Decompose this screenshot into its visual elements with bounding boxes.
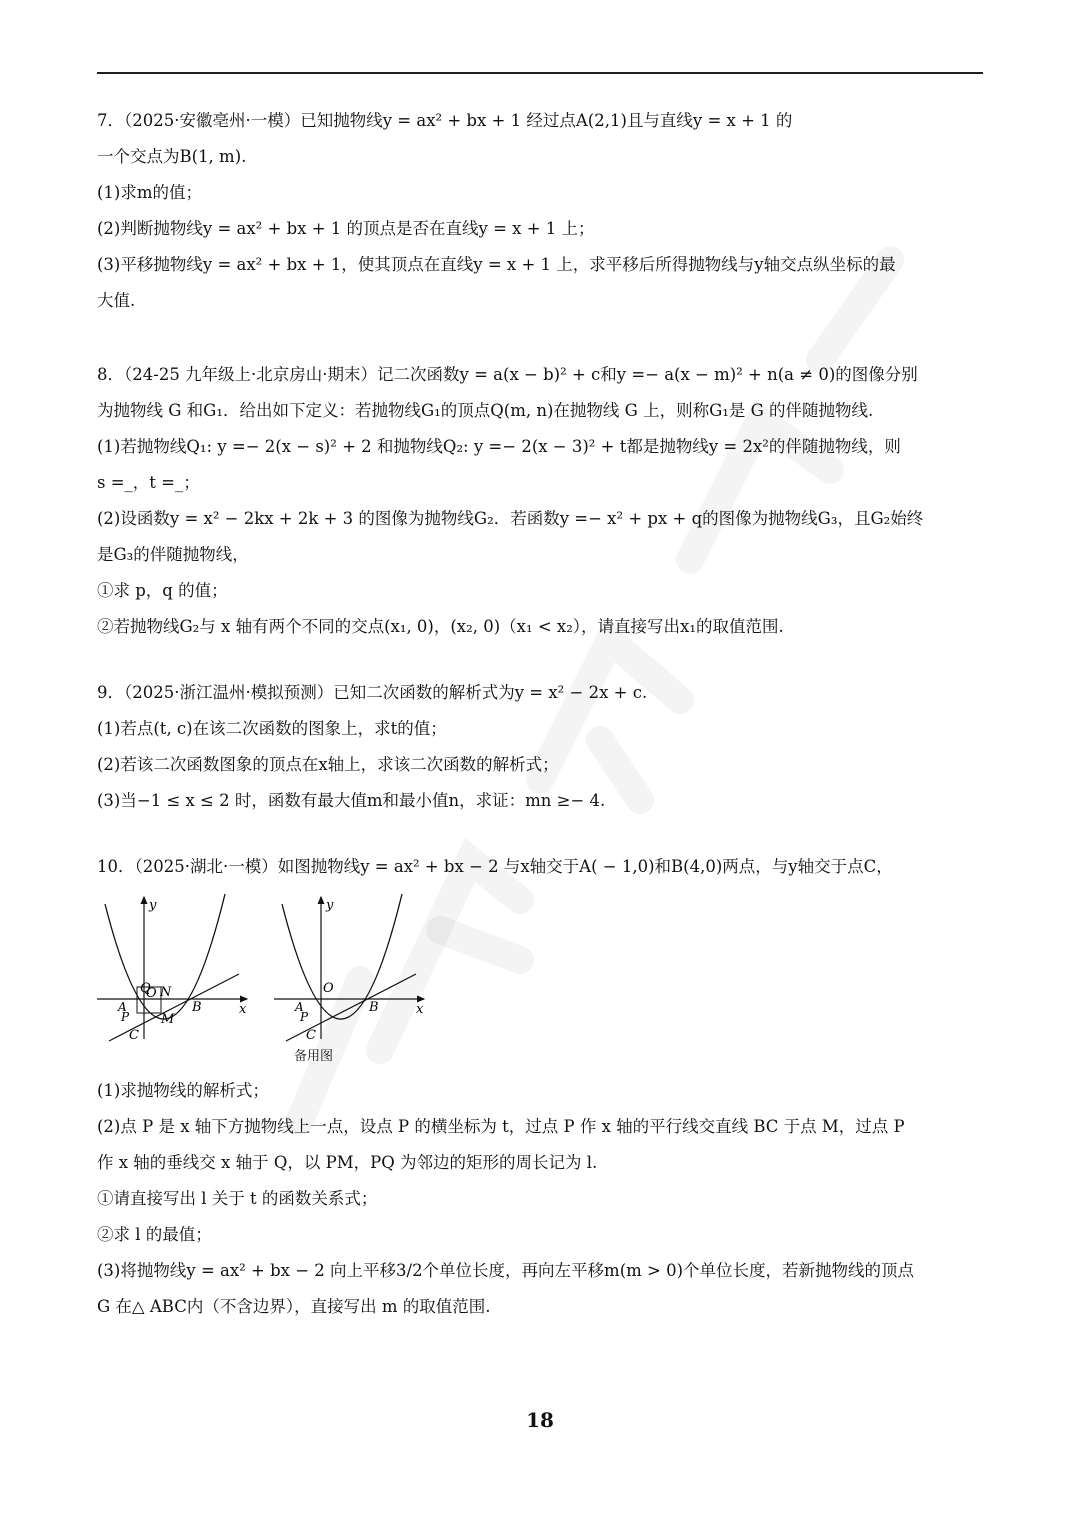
label-m: M [161,1012,175,1027]
label-a: A [295,1000,304,1014]
label-n: N [160,985,172,1000]
problem-line: (3)平移抛物线y = ax² + bx + 1，使其顶点在直线y = x + 1 上，求平移后所得抛物线与y轴交点纵坐标的最 [97,255,896,274]
problem-line: (3)将抛物线y = ax² + bx − 2 向上平移3/2个单位长度，再向左平移m(m > 0)个单位长度，若新抛物线的顶点 [97,1261,915,1280]
label-p: P [300,1010,309,1024]
label-y: y [326,898,334,913]
problem-line: (1)若抛物线Q₁: y =− 2(x − s)² + 2 和抛物线Q₂: y =− 2(x − 3)² + t都是抛物线y = 2x²的伴随抛物线，则 [97,437,901,456]
problem-line: 一个交点为B(1, m). [97,147,247,166]
problem-line: (2)点 P 是 x 轴下方抛物线上一点，设点 P 的横坐标为 t，过点 P 作 x 轴的平行线交直线 BC 于点 M，过点 P [97,1117,905,1136]
problem-line: ②若抛物线G₂与 x 轴有两个不同的交点(x₁, 0)，(x₂, 0)（x₁ < x₂），请直接写出x₁的取值范围. [97,617,784,636]
label-x: x [239,1002,247,1017]
label-b: B [192,1000,202,1015]
page-content [97,103,987,1325]
problem-line: 作 x 轴的垂线交 x 轴于 Q，以 PM，PQ 为邻边的矩形的周长记为 l. [97,1153,598,1172]
problem-line: (1)求抛物线的解析式； [97,1081,269,1100]
label-o: O [146,986,157,1001]
problem-7 [97,103,987,319]
page-number: 18 [526,1408,554,1432]
label-c: C [129,1028,139,1043]
problem-line: 9．（2025·浙江温州·模拟预测）已知二次函数的解析式为y = x² − 2x + c. [97,683,648,702]
problem-line: G 在△ ABC内（不含边界），直接写出 m 的取值范围. [97,1297,491,1316]
problem-line: 8．（24-25 九年级上·北京房山·期末）记二次函数y = a(x − b)² + c和y =− a(x − m)² + n(a ≠ 0)的图像分别 [97,365,918,384]
label-x: x [416,1002,424,1017]
problem-line: (3)当−1 ≤ x ≤ 2 时，函数有最大值m和最小值n，求证：mn ≥− 4. [97,791,606,810]
problem-line: ①求 p，q 的值； [97,581,228,600]
problem-line: 为抛物线 G 和G₁．给出如下定义：若抛物线G₁的顶点Q(m, n)在抛物线 G 上，则称G₁是 G 的伴随抛物线. [97,401,874,420]
problem-line: 大值. [97,291,136,310]
header-rule [97,72,983,74]
problem-line: (1)若点(t, c)在该二次函数的图象上，求t的值； [97,719,447,738]
label-o: O [323,981,334,996]
label-y: y [149,898,157,913]
problem-line: ①请直接写出 l 关于 t 的函数关系式； [97,1189,378,1208]
problem-line: 是G₃的伴随抛物线， [97,545,249,564]
parabola-figure-main [97,889,252,1067]
problem-line: s =_，t =_； [97,473,200,492]
problem-line: 7．（2025·安徽亳州·一模）已知抛物线y = ax² + bx + 1 经过点A(2,1)且与直线y = x + 1 的 [97,111,793,130]
label-q: Q [140,981,151,996]
problem-line: ②求 l 的最值； [97,1225,212,1244]
problem-10-figures [97,889,987,1067]
problem-10 [97,849,987,1325]
parabola-figure-spare [274,889,429,1067]
problem-line: (2)设函数y = x² − 2kx + 2k + 3 的图像为抛物线G₂．若函数y =− x² + px + q的图像为抛物线G₃，且G₂始终 [97,509,924,528]
problem-line: (2)若该二次函数图象的顶点在x轴上，求该二次函数的解析式； [97,755,559,774]
problem-line: 10．（2025·湖北·一模）如图抛物线y = ax² + bx − 2 与x轴交于A( − 1,0)和B(4,0)两点，与y轴交于点C， [97,857,893,876]
problem-9 [97,675,987,819]
figure-caption: 备用图 [294,1049,334,1064]
problem-8 [97,357,987,645]
problem-line: (2)判断抛物线y = ax² + bx + 1 的顶点是否在直线y = x + 1 上； [97,219,595,238]
label-p: P [121,1010,130,1024]
label-c: C [306,1028,316,1043]
label-a: A [118,1000,127,1014]
problem-line: (1)求m的值； [97,183,203,202]
label-b: B [369,1000,379,1015]
